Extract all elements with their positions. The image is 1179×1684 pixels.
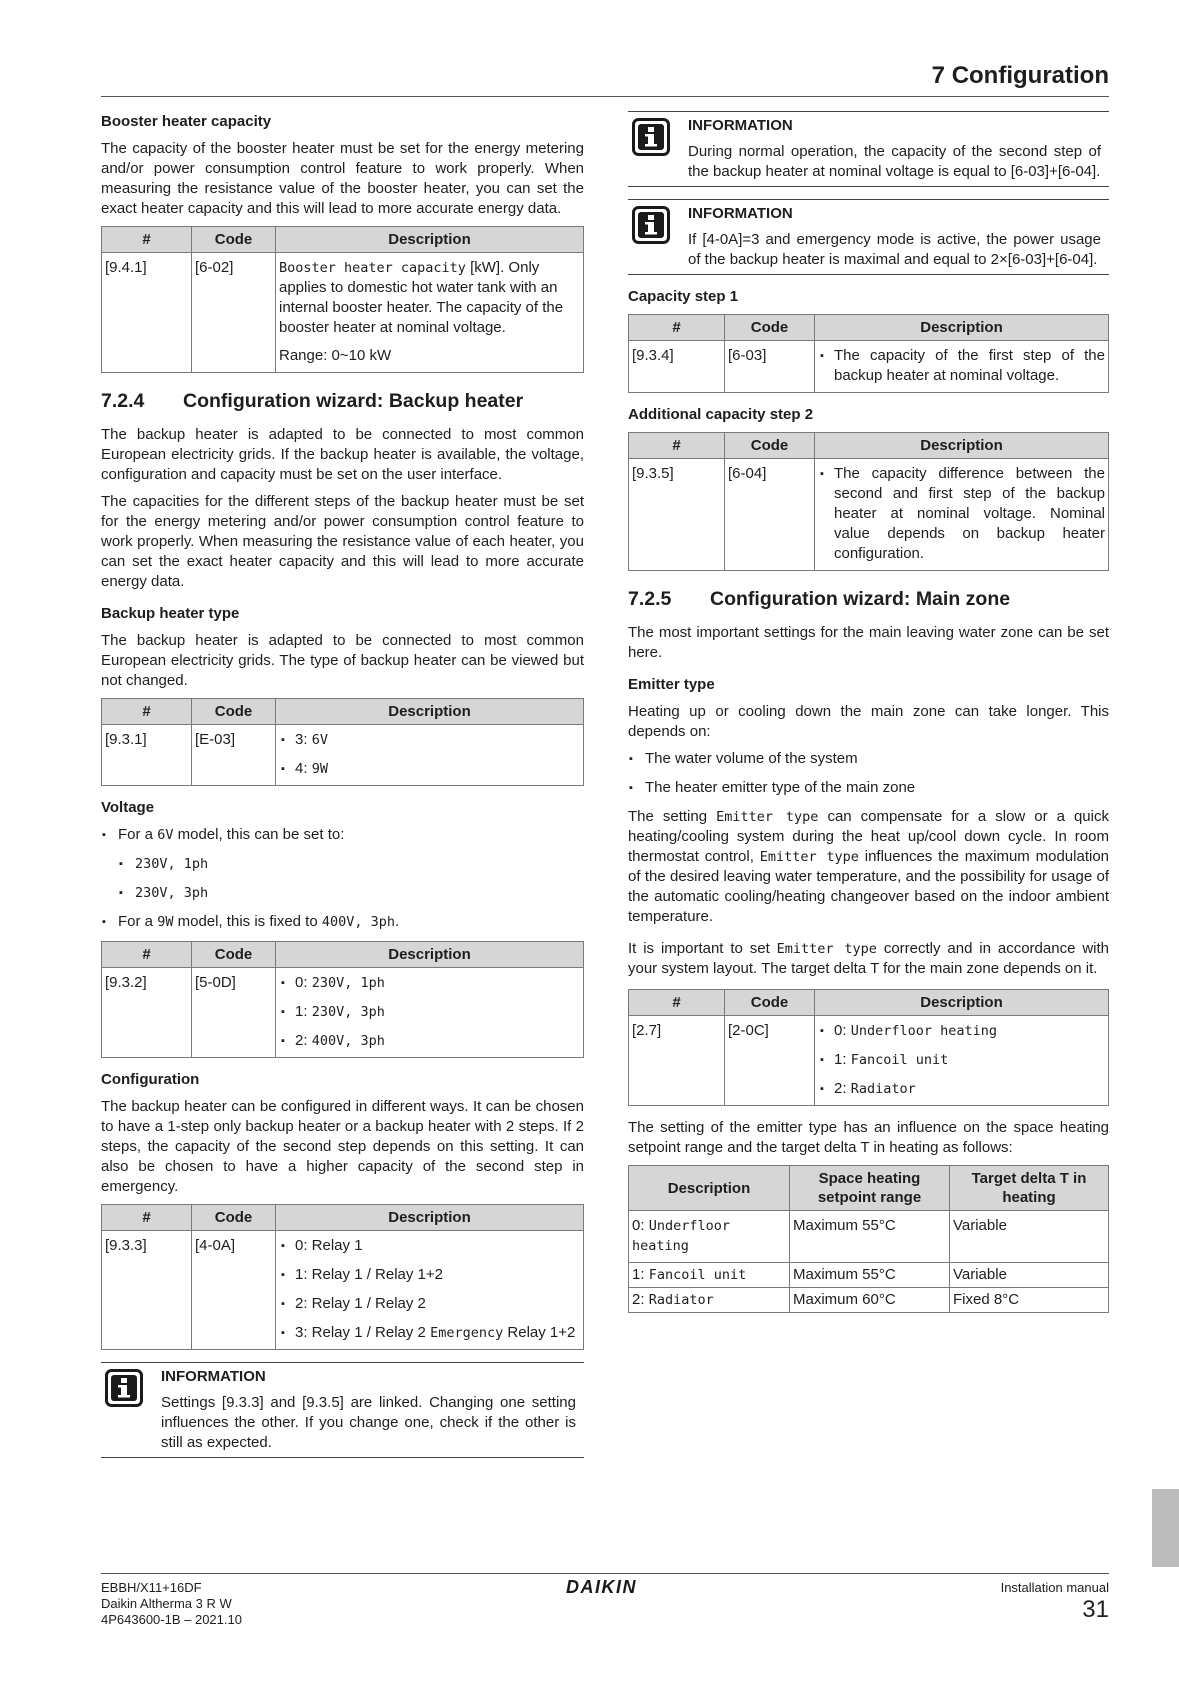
cell-range: Maximum 55°C	[790, 1263, 950, 1288]
footer-manual-label: Installation manual	[1000, 1580, 1109, 1595]
cell-num: [9.3.1]	[102, 725, 192, 786]
configuration-paragraph: The backup heater can be configured in different ways. It can be chosen to have a 1-step only backup heater or a backup heater with 2 steps. If 2 steps, the capacity of the second step depends on this setting. It can also be chosen to have a higher capacity of the second step in emergency.	[101, 1098, 584, 1195]
cell-code: [6-03]	[725, 341, 815, 393]
cell-num: [9.4.1]	[102, 253, 192, 373]
information-box	[101, 1362, 584, 1458]
emitter-paragraph-3: It is important to set Emitter type correctly and in accordance with your system layout. The target delta T for the main zone depends on it.	[628, 940, 1109, 977]
cell-description: 1: Fancoil unit	[629, 1263, 790, 1288]
emitter-paragraph-4: The setting of the emitter type has an influence on the space heating setpoint range and the target delta T in heating as follows:	[628, 1119, 1109, 1156]
list-item: ▪ The heater emitter type of the main zone	[628, 778, 1109, 798]
description-text: [kW]. Only applies to domestic hot water tank with an internal booster heater. The capacity of the booster heater at nominal voltage.	[279, 259, 564, 336]
cell-range: Maximum 55°C	[790, 1211, 950, 1263]
capacity-step2-table	[628, 432, 1109, 571]
section-title: Configuration wizard: Backup heater	[183, 390, 524, 412]
cell-delta: Fixed 8°C	[950, 1288, 1109, 1313]
option-item: ▪ 2: 400V, 3ph	[279, 1031, 580, 1051]
col-header-code: Code	[192, 1205, 276, 1231]
col-header-description: Description	[276, 227, 584, 253]
cell-num: [9.3.2]	[102, 968, 192, 1058]
cell-num: [2.7]	[629, 1016, 725, 1106]
col-header-setpoint-range: Space heating setpoint range	[790, 1166, 950, 1211]
information-text: Settings [9.3.3] and [9.3.5] are linked. Changing one setting influences the other. If you change one, check if the other is still as expected.	[161, 1394, 576, 1451]
cell-code: [6-02]	[192, 253, 276, 373]
section-724-paragraph-2: The capacities for the different steps of the backup heater must be set for the energy metering and/or power consumption control feature to work properly. When measuring the resistance value of each heater, you can set the exact heater capacity and this will lead to more accurate energy data.	[101, 493, 584, 590]
cell-description	[276, 725, 584, 786]
col-header-description: Description	[815, 315, 1109, 341]
backup-type-paragraph: The backup heater is adapted to be connected to most common European electricity grids. The type of backup heater can be viewed but not changed.	[101, 632, 584, 689]
configuration-heading: Configuration	[101, 1071, 200, 1088]
left-column	[101, 112, 584, 1470]
cell-description	[276, 968, 584, 1058]
emitter-list	[628, 749, 1109, 798]
option-item: ▪ 3: Relay 1 / Relay 2 Emergency Relay 1+2	[279, 1323, 580, 1343]
setting-name: Booster heater capacity	[279, 260, 466, 276]
cell-range: Maximum 60°C	[790, 1288, 950, 1313]
col-header-description: Description	[815, 433, 1109, 459]
section-title: Configuration wizard: Main zone	[710, 588, 1011, 610]
option-item: ▪ 0: Underfloor heating	[818, 1021, 1105, 1041]
capacity-step2-heading: Additional capacity step 2	[628, 406, 814, 423]
list-item: ▪ For a 6V model, this can be set to: ▪ 230V, 1ph ▪ 230V, 3ph	[101, 825, 584, 903]
chapter-title: 7 Configuration	[931, 62, 1109, 89]
col-header-code: Code	[725, 433, 815, 459]
cell-code: [5-0D]	[192, 968, 276, 1058]
cell-delta: Variable	[950, 1263, 1109, 1288]
cell-delta: Variable	[950, 1211, 1109, 1263]
col-header-code: Code	[192, 227, 276, 253]
cell-num: [9.3.4]	[629, 341, 725, 393]
information-title: INFORMATION	[688, 117, 793, 134]
emitter-type-table	[628, 989, 1109, 1106]
capacity-step1-table	[628, 314, 1109, 393]
sub-list-item: ▪ 230V, 1ph	[118, 854, 584, 874]
cell-code: [E-03]	[192, 725, 276, 786]
option-item: ▪ 0: Relay 1	[279, 1236, 580, 1256]
cell-code: [4-0A]	[192, 1231, 276, 1350]
footer-doc-code: EBBH/X11+16DF	[101, 1580, 202, 1595]
right-column	[628, 112, 1109, 1325]
emitter-paragraph-1: Heating up or cooling down the main zone can take longer. This depends on:	[628, 703, 1109, 740]
option-item: ▪ 3: 6V	[279, 730, 580, 750]
information-title: INFORMATION	[688, 205, 793, 222]
information-box	[628, 111, 1109, 187]
section-724-paragraph-1: The backup heater is adapted to be connected to most common European electricity grids. If the backup heater is available, the voltage, configuration and capacity must be set on the user interface.	[101, 426, 584, 483]
option-item: ▪ 1: Relay 1 / Relay 1+2	[279, 1265, 580, 1285]
chapter-side-tab	[1152, 1489, 1179, 1567]
option-item: ▪ The capacity of the first step of the backup heater at nominal voltage.	[818, 346, 1105, 386]
information-icon	[105, 1369, 143, 1407]
col-header-description: Description	[815, 990, 1109, 1016]
option-item: ▪ The capacity difference between the second and first step of the backup heater at nominal voltage. Nominal value depends on backup heater configuration.	[818, 464, 1105, 564]
emitter-type-heading: Emitter type	[628, 676, 715, 693]
information-title: INFORMATION	[161, 1368, 266, 1385]
cell-description: 0: Underfloor heating	[629, 1211, 790, 1263]
footer-doc-number: 4P643600-1B – 2021.10	[101, 1612, 242, 1627]
option-item: ▪ 0: 230V, 1ph	[279, 973, 580, 993]
booster-table	[101, 226, 584, 373]
option-item: ▪ 4: 9W	[279, 759, 580, 779]
col-header-num: #	[102, 699, 192, 725]
cell-num: [9.3.3]	[102, 1231, 192, 1350]
backup-type-table	[101, 698, 584, 786]
option-item: ▪ 1: 230V, 3ph	[279, 1002, 580, 1022]
table-row	[629, 1211, 1109, 1263]
cell-code: [6-04]	[725, 459, 815, 571]
emitter-paragraph-2: The setting Emitter type can compensate for a slow or a quick heating/cooling system during the heat up/cool down cycle. In room thermostat control, Emitter type influences the maximum modulation of the desired leaving water temperature, and the possibility for usage of the automatic cooling/heating changeover based on the indoor ambient temperature.	[628, 808, 1110, 925]
col-header-num: #	[102, 942, 192, 968]
list-item: ▪ For a 9W model, this is fixed to 400V, 3ph.	[101, 912, 584, 932]
option-item: ▪ 2: Radiator	[818, 1079, 1105, 1099]
booster-paragraph: The capacity of the booster heater must be set for the energy metering and/or power consumption control feature to work properly. When measuring the resistance value of the booster heater, you can set the exact heater capacity and this will lead to more accurate energy data.	[101, 140, 584, 217]
cell-code: [2-0C]	[725, 1016, 815, 1106]
col-header-code: Code	[725, 990, 815, 1016]
option-item: ▪ 1: Fancoil unit	[818, 1050, 1105, 1070]
backup-type-heading: Backup heater type	[101, 605, 240, 622]
section-724-heading	[101, 389, 584, 413]
footer-doc-info	[101, 1580, 242, 1628]
option-item: ▪ 2: Relay 1 / Relay 2	[279, 1294, 580, 1314]
configuration-table	[101, 1204, 584, 1350]
information-text: During normal operation, the capacity of the second step of the backup heater at nominal voltage is equal to [6-03]+[6-04].	[688, 143, 1101, 180]
col-header-num: #	[629, 990, 725, 1016]
list-item: ▪ The water volume of the system	[628, 749, 1109, 769]
col-header-code: Code	[192, 942, 276, 968]
cell-description	[276, 253, 584, 373]
cell-description	[815, 459, 1109, 571]
footer-rule	[101, 1573, 1109, 1574]
voltage-table	[101, 941, 584, 1058]
cell-description	[815, 1016, 1109, 1106]
col-header-code: Code	[725, 315, 815, 341]
capacity-step1-heading: Capacity step 1	[628, 288, 739, 305]
sub-list-item: ▪ 230V, 3ph	[118, 883, 584, 903]
col-header-description: Description	[276, 699, 584, 725]
voltage-list	[101, 825, 584, 932]
section-number: 7.2.5	[628, 588, 672, 610]
col-header-num: #	[102, 1205, 192, 1231]
col-header-description: Description	[629, 1166, 790, 1211]
col-header-num: #	[629, 315, 725, 341]
information-box	[628, 199, 1109, 275]
col-header-num: #	[629, 433, 725, 459]
col-header-description: Description	[276, 942, 584, 968]
section-725-paragraph: The most important settings for the main leaving water zone can be set here.	[628, 624, 1109, 661]
col-header-num: #	[102, 227, 192, 253]
cell-description: 2: Radiator	[629, 1288, 790, 1313]
col-header-code: Code	[192, 699, 276, 725]
cell-description	[815, 341, 1109, 393]
col-header-target-delta: Target delta T in heating	[950, 1166, 1109, 1211]
col-header-description: Description	[276, 1205, 584, 1231]
information-icon	[632, 118, 670, 156]
section-number: 7.2.4	[101, 390, 145, 412]
cell-num: [9.3.5]	[629, 459, 725, 571]
section-725-heading	[628, 587, 1109, 611]
voltage-heading: Voltage	[101, 799, 155, 816]
range-text: Range: 0~10 kW	[279, 347, 392, 364]
emitter-influence-table	[628, 1165, 1109, 1313]
header-rule	[101, 96, 1109, 97]
information-text: If [4-0A]=3 and emergency mode is active, the power usage of the backup heater is maximal and equal to 2×[6-03]+[6-04].	[688, 231, 1101, 268]
page-number: 31	[1082, 1596, 1109, 1623]
footer-product: Daikin Altherma 3 R W	[101, 1596, 232, 1611]
cell-description	[276, 1231, 584, 1350]
table-row	[629, 1288, 1109, 1313]
booster-heading: Booster heater capacity	[101, 113, 272, 130]
information-icon	[632, 206, 670, 244]
table-row	[629, 1263, 1109, 1288]
daikin-logo: DAIKIN	[566, 1577, 637, 1597]
